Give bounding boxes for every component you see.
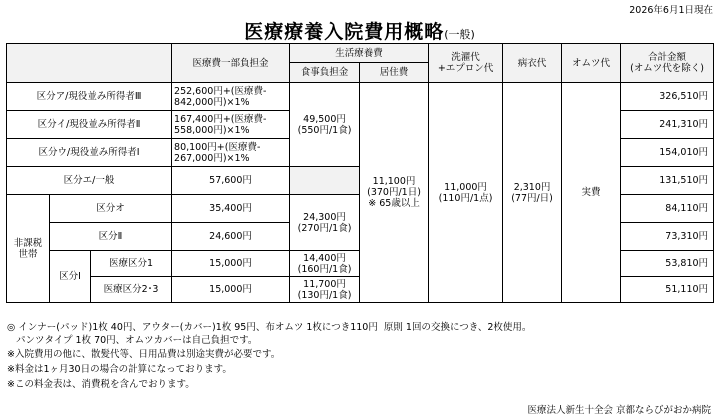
- total-cell: 73,310円: [621, 223, 714, 251]
- header-laundry: 洗濯代 +エプロン代: [429, 44, 503, 83]
- header-total: 合計金額 (オムツ代を除く): [621, 44, 714, 83]
- note-line: ※入院費用の他に、散髪代等、日用品費は別途実費が必要です。: [7, 349, 281, 360]
- header-meal: 食事負担金: [290, 63, 360, 83]
- note-line: パンツタイプ 1枚 70円、オムツカバーは自己負担です。: [7, 335, 258, 346]
- total-cell: 53,810円: [621, 251, 714, 277]
- title-main: 医療療養入院費用概略: [244, 21, 445, 43]
- header-diaper: オムツ代: [562, 44, 621, 83]
- copay-cell: 252,600円+(医療費- 842,000円)×1%: [172, 83, 290, 111]
- copay-cell: 15,000円: [172, 251, 290, 277]
- diaper-cell: 実費: [562, 83, 621, 303]
- copay-cell: 24,600円: [172, 223, 290, 251]
- total-cell: 84,110円: [621, 195, 714, 223]
- header-copay: 医療費一部負担金: [172, 44, 290, 83]
- copay-cell: 57,600円: [172, 167, 290, 195]
- gown-cell: 2,310円 (77円/日): [503, 83, 562, 303]
- fee-table: [6, 43, 714, 303]
- meal-cell: 11,700円 (130円/1食): [290, 277, 360, 303]
- footer-hospital: 医療法人新生十全会 京都ならびがおか病院: [527, 405, 711, 416]
- meal-blank-cell: [290, 167, 360, 195]
- header-living: 生活療養費: [290, 44, 429, 63]
- as-of-date: 2026年6月1日現在: [629, 5, 713, 16]
- row-label: 区分ウ/現役並み所得者Ⅰ: [7, 139, 172, 167]
- page-title: [0, 17, 719, 44]
- row-label: 医療区分1: [91, 251, 172, 277]
- header-residence: 居住費: [360, 63, 429, 83]
- row-label: 区分ア/現役並み所得者Ⅲ: [7, 83, 172, 111]
- title-sub: (一般): [444, 28, 475, 41]
- row-label: 区分イ/現役並み所得者Ⅱ: [7, 111, 172, 139]
- table-row: [7, 83, 714, 111]
- meal-cell-upper: 49,500円 (550円/1食): [290, 83, 360, 167]
- corner-cell: [7, 44, 172, 83]
- total-cell: 51,110円: [621, 277, 714, 303]
- note-line: ※料金は1ヶ月30日の場合の計算になっております。: [7, 364, 232, 375]
- non-taxable-label: 非課税 世帯: [7, 195, 50, 303]
- row-label: 区分エ/一般: [7, 167, 172, 195]
- header-gown: 病衣代: [503, 44, 562, 83]
- meal-cell: 14,400円 (160円/1食): [290, 251, 360, 277]
- meal-cell-mid: 24,300円 (270円/1食): [290, 195, 360, 251]
- note-line: ◎ インナー(パッド)1枚 40円、アウター(カバー)1枚 95円、布オムツ 1枚につき110円 原則 1回の交換につき、2枚使用。: [7, 322, 532, 333]
- copay-cell: 35,400円: [172, 195, 290, 223]
- notes: [7, 321, 531, 392]
- residence-cell: 11,100円 (370円/1日) ※ 65歳以上: [360, 83, 429, 303]
- laundry-cell: 11,000円 (110円/1点): [429, 83, 503, 303]
- kubun1-label: 区分Ⅰ: [50, 251, 91, 303]
- total-cell: 131,510円: [621, 167, 714, 195]
- copay-cell: 167,400円+(医療費- 558,000円)×1%: [172, 111, 290, 139]
- note-line: ※この料金表は、消費税を含んでおります。: [7, 379, 195, 390]
- total-cell: 326,510円: [621, 83, 714, 111]
- total-cell: 241,310円: [621, 111, 714, 139]
- copay-cell: 80,100円+(医療費- 267,000円)×1%: [172, 139, 290, 167]
- row-label: 医療区分2･3: [91, 277, 172, 303]
- row-label: 区分Ⅱ: [50, 223, 172, 251]
- row-label: 区分オ: [50, 195, 172, 223]
- total-cell: 154,010円: [621, 139, 714, 167]
- copay-cell: 15,000円: [172, 277, 290, 303]
